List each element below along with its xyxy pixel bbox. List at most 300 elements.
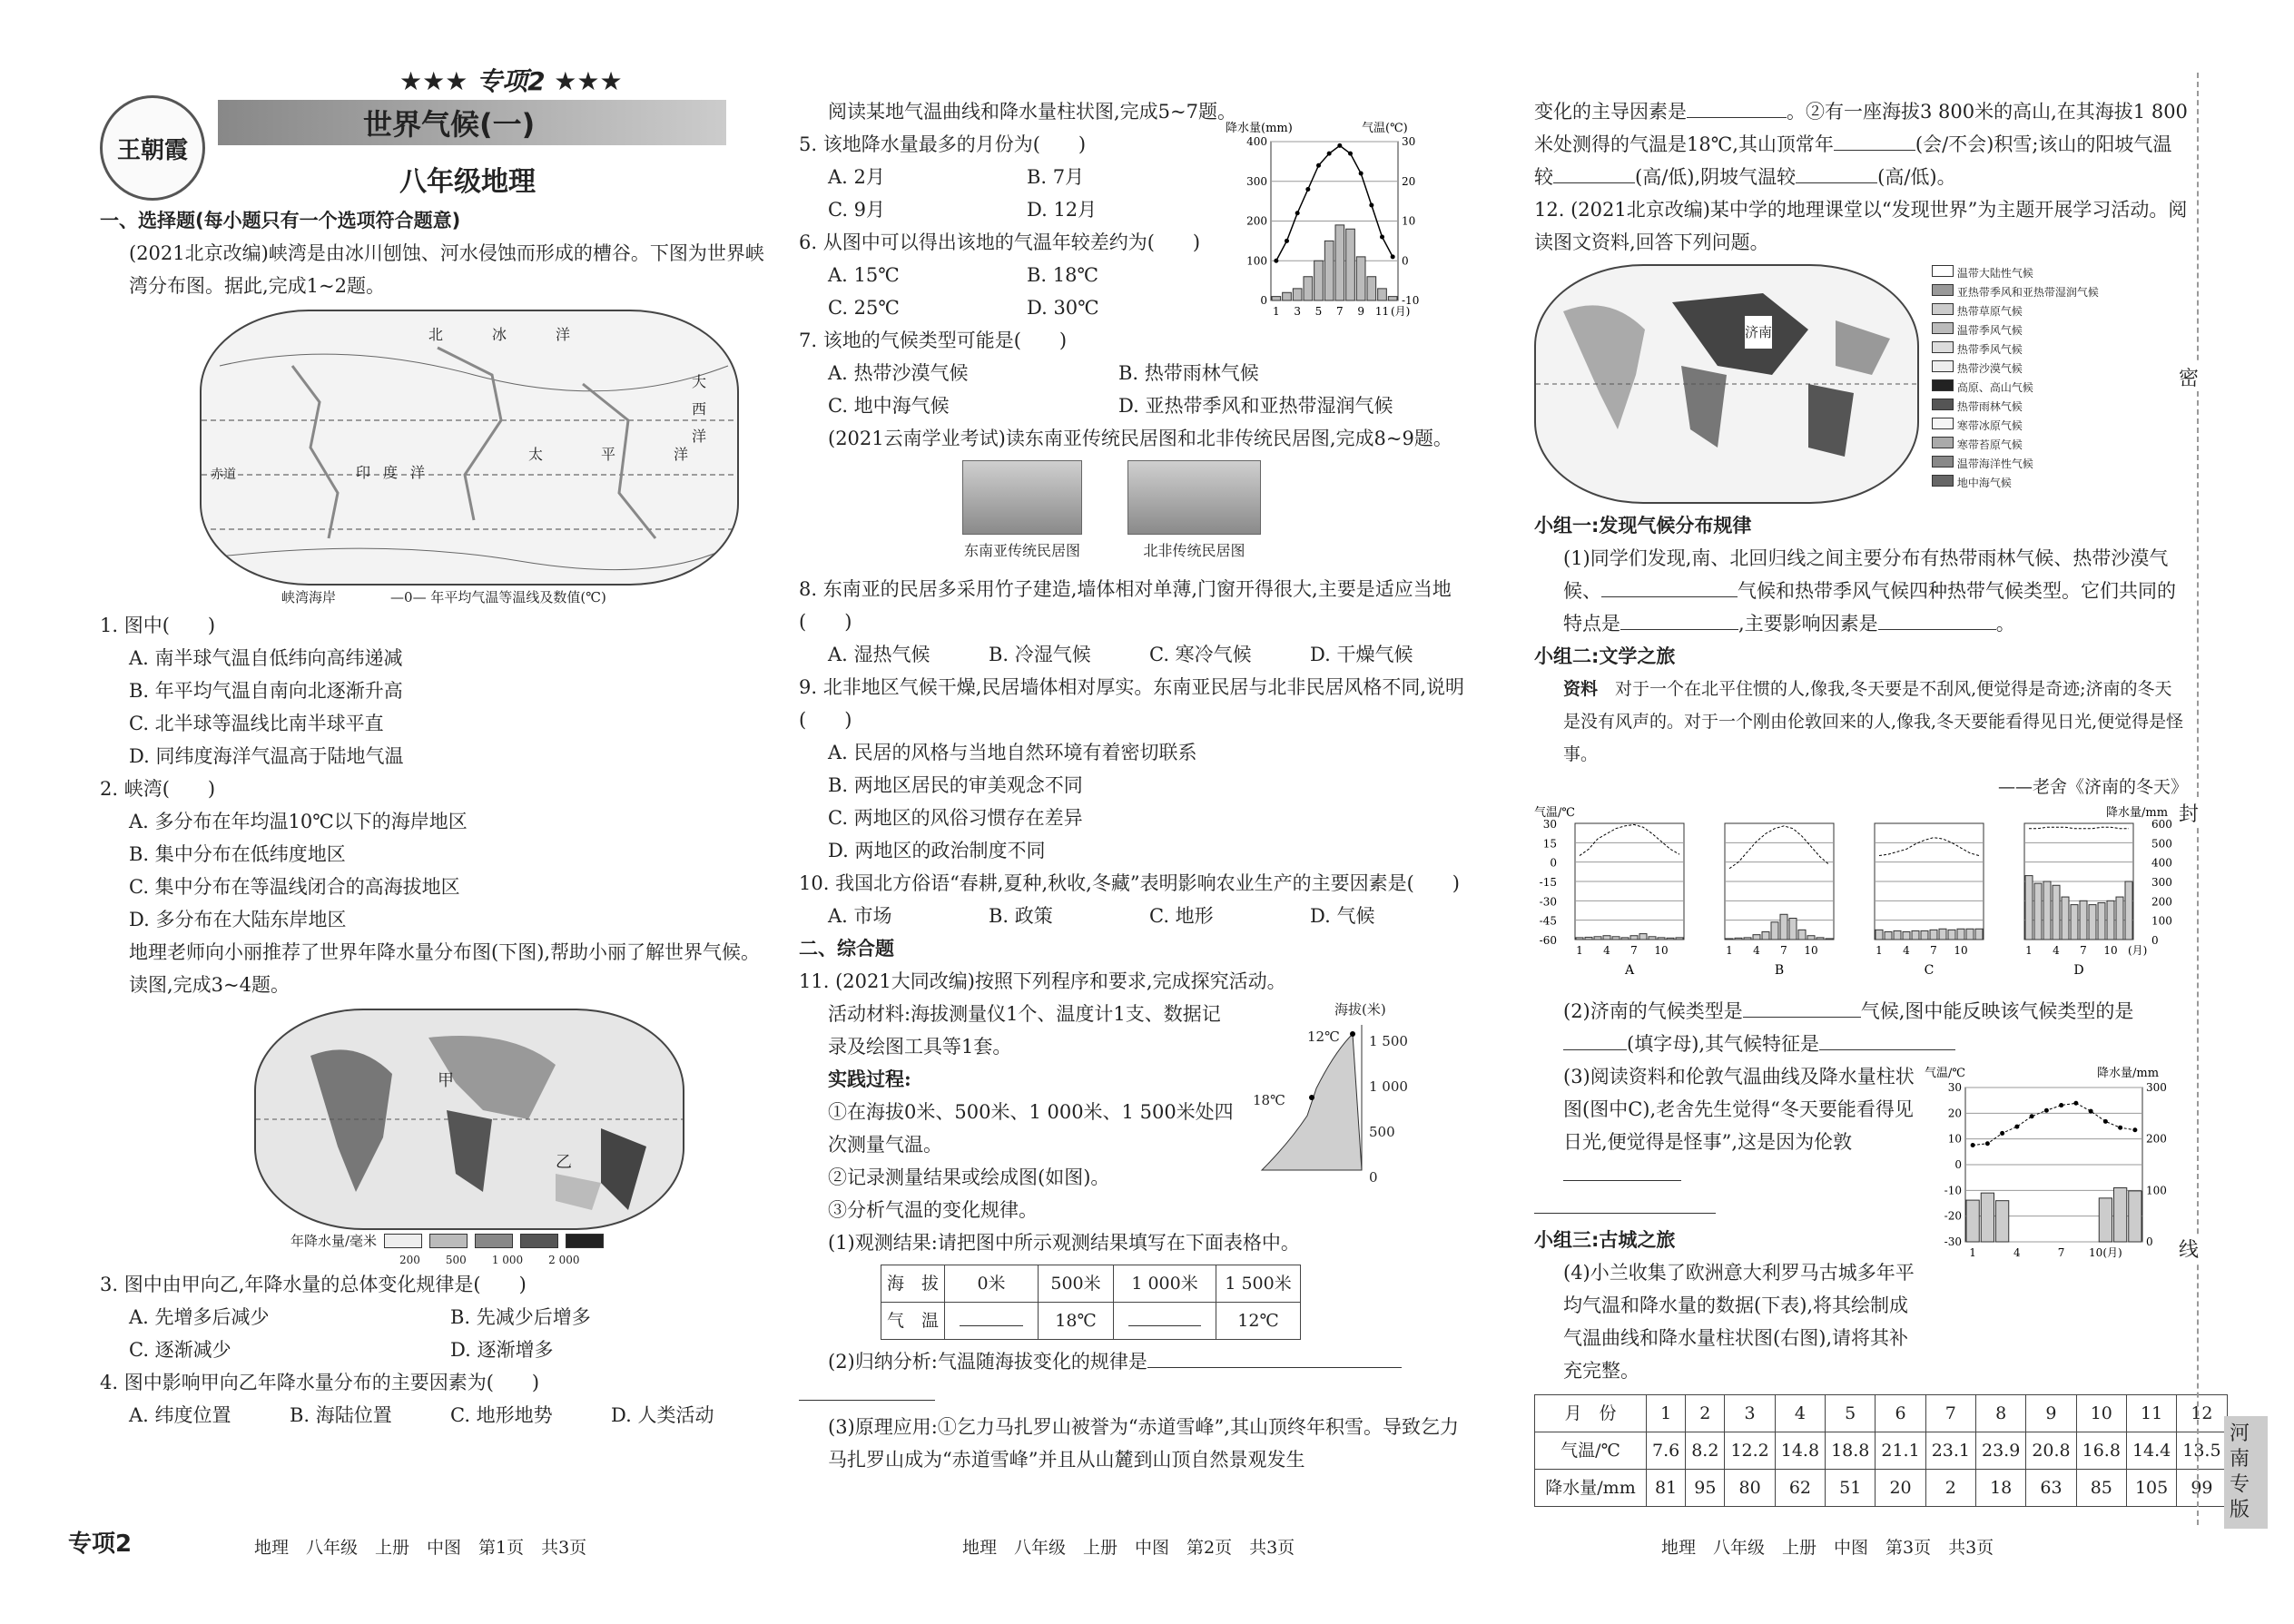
altitude-row: 海 拔 0米 500米 1 000米 1 500米	[881, 1265, 1301, 1303]
month-row	[1535, 1395, 2228, 1432]
x-tick: 4	[1603, 944, 1610, 957]
temperature-cell: 18.8	[1826, 1432, 1876, 1470]
month-cell: 8	[1976, 1395, 2026, 1432]
chart-name: C	[1924, 963, 1935, 978]
precip-bar	[1735, 938, 1742, 940]
page-subtitle: 八年级地理	[399, 166, 536, 198]
four-climate-charts	[1534, 803, 2188, 985]
precipitation-cell: 20	[1876, 1470, 1925, 1507]
legend-item: 寒带苔原气候	[1932, 436, 2099, 455]
temp-point	[1348, 152, 1353, 156]
temp-point	[2014, 1125, 2019, 1129]
x-tick: 7	[1930, 944, 1937, 957]
temp-1000m-blank[interactable]	[1114, 1303, 1216, 1340]
precip-bar	[2099, 1198, 2112, 1242]
temp-tick: 20	[1947, 1107, 1962, 1120]
q1-option-b[interactable]: B. 年平均气温自南向北逐渐升高	[129, 680, 403, 702]
temp-0m-blank[interactable]	[945, 1303, 1039, 1340]
month-cell: 7	[1925, 1395, 1975, 1432]
precip-tick: 300	[2146, 1081, 2167, 1094]
climate-legend	[1932, 264, 2099, 504]
footer-page-3: 地理 八年级 上册 中图 第3页 共3页	[1661, 1538, 1994, 1558]
precip-bar	[1981, 1193, 1994, 1242]
intro-8-9: (2021云南学业考试)读东南亚传统民居图和北非传统民居图,完成8~9题。	[828, 428, 1452, 449]
precip-bar	[2080, 901, 2087, 940]
na-house-photo	[1127, 460, 1261, 535]
month-cell: 5	[1826, 1395, 1876, 1432]
blank-london[interactable]	[1563, 1180, 1681, 1181]
intro-1: (2021北京改编)峡湾是由冰川刨蚀、河水侵蚀而形成的槽谷。下图为世界峡湾分布图。据此,完成1~2题。	[129, 242, 764, 297]
na-house-caption: 北非传统民居图	[1143, 542, 1245, 559]
q11-step-3: ③分析气温的变化规律。	[828, 1199, 1038, 1221]
precip-bar	[1771, 922, 1778, 940]
intro-5-7: 阅读某地气温曲线和降水量柱状图,完成5~7题。	[828, 101, 1236, 123]
precip-tick: 300	[1246, 174, 1267, 188]
section-title: 一、选择题(每小题只有一个选项符合题意)	[100, 210, 461, 231]
q8-option-a[interactable]: A. 湿热气候	[828, 644, 930, 665]
precip-bar	[1885, 931, 1892, 940]
q11-part2-blank2[interactable]	[799, 1378, 1471, 1411]
precip-legend: 年降水量/毫米	[100, 1230, 772, 1252]
precip-tick: 200	[2151, 895, 2172, 909]
precipitation-cell: 105	[2126, 1470, 2176, 1507]
precipitation-cell: 2	[1925, 1470, 1975, 1507]
q1-stem: 1. 图中( )	[100, 615, 216, 636]
legend-item: 亚热带季风和亚热带湿润气候	[1932, 283, 2099, 302]
q11-material: 活动材料:海拔测量仪1个、温度计1支、数据记录及绘图工具等1套。	[828, 1003, 1221, 1058]
temp-point	[1305, 187, 1310, 192]
temperature-cell: 14.8	[1775, 1432, 1825, 1470]
q9-option-c[interactable]: C. 两地区的风俗习惯存在差异	[828, 807, 1083, 829]
x-tick: 7	[2057, 1246, 2065, 1259]
month-cell: 10	[2076, 1395, 2126, 1432]
x-tick: 10(月)	[2089, 1246, 2122, 1259]
precip-bar	[1921, 930, 1928, 940]
temp-point	[2103, 1119, 2108, 1124]
precip-bar	[1780, 914, 1787, 940]
q6-option-b[interactable]: B. 18℃	[1027, 264, 1098, 286]
world-fjord-map	[200, 310, 739, 586]
column-2	[799, 95, 1471, 1476]
precip-tick: 600	[2151, 818, 2172, 831]
q11-part3-cont: 变化的主导因素是 。②有一座海拔3 800米的高山,在其海拔1 800米处测得的气温是18℃,其山顶常年 (会/不会)积雪;该山的阳坡气温较 (高/低),阴坡气温较 (高/低)。	[1534, 101, 2188, 188]
map1-label-arctic-2: 冰	[492, 326, 507, 343]
legend-item: 地中海气候	[1932, 474, 2099, 493]
precip-bar	[1726, 939, 1733, 940]
rome-block	[1534, 1060, 2188, 1387]
q5-option-a[interactable]: A. 2月	[828, 166, 885, 188]
q4-option-b[interactable]: B. 海陆位置	[290, 1404, 392, 1426]
legend-item: 寒带冰原气候	[1932, 417, 2099, 436]
altitude-table	[881, 1265, 1301, 1340]
precip-tick: 100	[1246, 254, 1267, 268]
temp-point	[1359, 172, 1364, 176]
precipitation-label: 降水量/mm	[1535, 1470, 1647, 1507]
precip-bar	[1314, 261, 1324, 300]
precip-bar	[2114, 1188, 2127, 1243]
blank-snow[interactable]	[1834, 150, 1915, 151]
precipitation-cell: 18	[1976, 1470, 2026, 1507]
precip-bar	[2116, 897, 2123, 940]
precipitation-map	[254, 1009, 684, 1230]
precip-bar	[1744, 938, 1751, 940]
month-label: 月 份	[1535, 1395, 1647, 1432]
x-tick: 1	[1876, 944, 1883, 957]
mountain-tick-500: 500	[1369, 1124, 1395, 1140]
legend-item: 热带沙漠气候	[1932, 359, 2099, 379]
month-cell: 6	[1876, 1395, 1925, 1432]
q5-option-c[interactable]: C. 9月	[828, 199, 886, 221]
q2-option-b[interactable]: B. 集中分布在低纬度地区	[129, 843, 346, 865]
x-tick: 11	[1374, 305, 1390, 318]
precip-tick: 300	[2151, 876, 2172, 889]
x-tick: 7	[2080, 944, 2087, 957]
precip-bar	[2053, 885, 2060, 940]
mountain-tick-0: 0	[1369, 1169, 1378, 1186]
map1-label-atlantic-3: 洋	[692, 428, 707, 445]
q3-stem: 3. 图中由甲向乙,年降水量的总体变化规律是( )	[100, 1274, 527, 1295]
map1-label-atlantic-2: 西	[692, 400, 707, 418]
footer-page-1: 地理 八年级 上册 中图 第1页 共3页	[254, 1538, 587, 1558]
q7-option-d[interactable]: D. 亚热带季风和亚热带湿润气候	[1118, 395, 1393, 417]
precipitation-cell: 85	[2076, 1470, 2126, 1507]
precipitation-row	[1535, 1470, 2228, 1507]
temperature-cell: 21.1	[1876, 1432, 1925, 1470]
temp-tick: -45	[1539, 914, 1557, 928]
precip-bar	[1293, 289, 1302, 300]
group-3-title: 小组三:古城之旅	[1534, 1229, 1676, 1251]
temp-tick: 0	[1550, 856, 1557, 870]
q10-option-d[interactable]: D. 气候	[1310, 905, 1375, 927]
temp-tick: 20	[1402, 174, 1416, 188]
blank-sunny-slope[interactable]	[1553, 182, 1635, 183]
axis-label-right: 降水量/mm	[2106, 806, 2169, 820]
temperature-row: 气 温 18℃ 12℃	[881, 1303, 1301, 1340]
temp-point	[1391, 254, 1395, 259]
temp-line	[1276, 145, 1393, 261]
precip-bar	[2071, 905, 2078, 940]
legend-item: 高原、高山气候	[1932, 379, 2099, 398]
jinan-label: 济南	[1745, 316, 1772, 349]
precip-bar	[1283, 292, 1292, 300]
q2-option-c[interactable]: C. 集中分布在等温线闭合的高海拔地区	[129, 876, 460, 898]
temperature-cell: 16.8	[2076, 1432, 2126, 1470]
precip-bar	[1912, 930, 1919, 940]
precip-bar	[2034, 883, 2042, 940]
precip-tick: 100	[2146, 1184, 2167, 1197]
q6-option-c[interactable]: C. 25℃	[828, 297, 900, 319]
map1-label-atlantic: 大	[692, 373, 707, 390]
temp-point	[2030, 1114, 2034, 1118]
q11-part2: (2)归纳分析:气温随海拔变化的规律是	[799, 1345, 1471, 1378]
temperature-cell: 23.1	[1925, 1432, 1975, 1470]
blank-tropical-type[interactable]	[1601, 596, 1738, 597]
q11-part1: (1)观测结果:请把图中所示观测结果填写在下面表格中。	[828, 1232, 1300, 1254]
blank-climate-feature[interactable]	[1819, 1049, 1955, 1050]
blank-dominant-factor[interactable]	[1687, 117, 1787, 118]
precip-bar	[2098, 902, 2105, 940]
precip-tick: 400	[1246, 135, 1267, 148]
temp-point	[1285, 239, 1289, 243]
x-tick: 3	[1294, 305, 1301, 318]
q3-option-a[interactable]: A. 先增多后减少	[129, 1306, 270, 1328]
precip-bar	[1789, 919, 1797, 940]
temp-point	[1295, 211, 1300, 215]
temp-point	[2132, 1127, 2137, 1132]
legend-item: 温带季风气候	[1932, 321, 2099, 340]
logo	[100, 95, 205, 201]
precip-bar	[1975, 929, 1983, 940]
q7-option-c[interactable]: C. 地中海气候	[828, 395, 950, 417]
q10-stem: 10. 我国北方俗语“春耕,夏种,秋收,冬藏”表明影响农业生产的主要因素是( )	[799, 872, 1460, 894]
precip-bar	[1367, 277, 1376, 300]
precip-bar	[2129, 1191, 2141, 1242]
precip-bar	[1957, 929, 1964, 940]
column-3	[1534, 95, 2221, 1507]
q4-option-a[interactable]: A. 纬度位置	[129, 1404, 231, 1426]
blank-main-factor[interactable]	[1878, 629, 1996, 630]
q4-option-c[interactable]: C. 地形地势	[450, 1404, 553, 1426]
temp-point	[1380, 235, 1384, 240]
mountain-mid-temp: 18℃	[1253, 1092, 1285, 1108]
temp-tick: 0	[1954, 1158, 1962, 1171]
seal-mark-2: 封	[2179, 799, 2199, 827]
q2-option-d[interactable]: D. 多分布在大陆东岸地区	[129, 909, 347, 930]
temperature-row	[1535, 1432, 2228, 1470]
group-2-q3: (3)阅读资料和伦敦气温曲线及降水量柱状图(图中C),老舍先生觉得“冬天要能看得见日光,便觉得是怪事”,这是因为伦敦	[1534, 1060, 1925, 1191]
world-climate-map	[1534, 264, 1919, 504]
precip-bar	[1903, 931, 1910, 940]
q1-option-a[interactable]: A. 南半球气温自低纬向高纬递减	[129, 647, 403, 669]
axis-label-left: 降水量(mm)	[1226, 122, 1293, 135]
blank-jinan-climate[interactable]	[1743, 1017, 1861, 1018]
precipitation-cell: 51	[1826, 1470, 1876, 1507]
q9-option-a[interactable]: A. 民居的风格与当地自然环境有着密切联系	[828, 742, 1197, 763]
precip-bar	[2025, 876, 2033, 940]
rome-climate-chart	[1925, 1060, 2188, 1269]
precip-bar	[1388, 297, 1397, 300]
precip-bar	[1930, 930, 1937, 940]
precip-bar	[2043, 881, 2051, 940]
x-tick: 10	[2103, 944, 2118, 957]
x-tick: 4	[2013, 1246, 2021, 1259]
q6-stem: 6. 从图中可以得出该地的气温年较差约为( )	[799, 231, 1201, 253]
precip-bar	[1335, 225, 1344, 300]
q1-option-d[interactable]: D. 同纬度海洋气温高于陆地气温	[129, 745, 404, 767]
q7-option-a[interactable]: A. 热带沙漠气候	[828, 362, 969, 384]
x-tick: 1	[2025, 944, 2033, 957]
temp-line	[2029, 827, 2129, 828]
precip-tick: 500	[2151, 837, 2172, 851]
precip-bar	[1762, 931, 1769, 940]
seal-mark-1: 密	[2179, 363, 2199, 391]
precip-bar	[1753, 935, 1760, 940]
q3-option-b[interactable]: B. 先减少后增多	[450, 1306, 591, 1328]
q9-option-d[interactable]: D. 两地区的政治制度不同	[828, 840, 1046, 861]
q5-stem: 5. 该地降水量最多的月份为( )	[799, 133, 1087, 155]
legend-item: 热带季风气候	[1932, 340, 2099, 359]
climate-chart	[1226, 119, 1443, 328]
precip-bar	[1304, 277, 1313, 300]
q7-stem: 7. 该地的气候类型可能是( )	[799, 330, 1068, 351]
map1-label-arctic: 北	[428, 326, 444, 343]
axis-label-left: 气温/℃	[1925, 1067, 1965, 1080]
mountain-top-temp: 12℃	[1307, 1029, 1340, 1045]
legend-item: 热带草原气候	[1932, 302, 2099, 321]
x-tick: 1	[1576, 944, 1583, 957]
x-tick: 7	[1630, 944, 1638, 957]
q10-option-c[interactable]: C. 地形	[1149, 905, 1214, 927]
precip-bar	[1356, 257, 1365, 300]
precip-bar	[1816, 938, 1824, 940]
chart-name: A	[1624, 963, 1635, 978]
precip-bar	[1649, 937, 1656, 940]
month-cell: 3	[1725, 1395, 1775, 1432]
group-1-q1: (1)同学们发现,南、北回归线之间主要分布有热带雨林气候、热带沙漠气候、 气候和热带季风气候四种热带气候类型。它们共同的特点是 ,主要影响因素是 。	[1563, 547, 2176, 635]
q6-option-a[interactable]: A. 15℃	[828, 264, 900, 286]
q3-option-d[interactable]: D. 逐渐增多	[450, 1339, 554, 1361]
q9-stem: 9. 北非地区气候干燥,民居墙体相对厚实。东南亚民居与北非民居风格不同,说明( )	[799, 676, 1465, 731]
temperature-cell: 13.5	[2177, 1432, 2227, 1470]
precip-tick: 0	[1260, 294, 1267, 307]
axis-label-right: 降水量/mm	[2097, 1067, 2160, 1080]
x-tick: 4	[2053, 944, 2060, 957]
temperature-cell: 14.4	[2126, 1432, 2176, 1470]
q8-option-c[interactable]: C. 寒冷气候	[1149, 644, 1252, 665]
precip-bar	[1612, 937, 1620, 940]
q4-stem: 4. 图中影响甲向乙年降水量分布的主要因素为( )	[100, 1372, 540, 1393]
sea-house-photo	[962, 460, 1082, 535]
blank-shady-slope[interactable]	[1796, 182, 1877, 183]
temp-point	[1316, 163, 1321, 168]
temp-point	[1327, 152, 1332, 156]
x-unit: (月)	[2128, 944, 2148, 957]
mountain-tick-1000: 1 000	[1369, 1078, 1408, 1095]
temp-point	[2089, 1109, 2093, 1114]
precip-bar	[1876, 930, 1883, 940]
section-2-title: 二、综合题	[799, 938, 894, 960]
precip-bar	[1966, 1200, 1979, 1242]
month-cell: 1	[1647, 1395, 1686, 1432]
precip-bar	[2089, 905, 2096, 940]
precip-bar	[1272, 297, 1281, 300]
precip-bar	[1966, 929, 1974, 940]
blank-common-feature[interactable]	[1620, 629, 1738, 630]
temp-tick: 30	[1542, 818, 1557, 831]
precip-bar	[1826, 939, 1833, 940]
month-cell: 12	[2177, 1395, 2227, 1432]
edition-badge: 河南专版	[2224, 1416, 2268, 1529]
precip-bar	[1378, 289, 1387, 300]
precip-legend-ticks: 200 500 1 000 2 000	[399, 1254, 580, 1266]
q8-option-b[interactable]: B. 冷湿气候	[989, 644, 1091, 665]
rome-data-table	[1534, 1394, 2228, 1507]
blank-letter[interactable]	[1563, 1049, 1627, 1050]
temp-tick: -60	[1539, 934, 1557, 947]
legend-item: 温带大陆性气候	[1932, 264, 2099, 283]
q7-option-b[interactable]: B. 热带雨林气候	[1118, 362, 1259, 384]
temp-point	[1274, 259, 1278, 263]
precip-bar	[1603, 936, 1610, 940]
precipitation-cell: 63	[2026, 1470, 2076, 1507]
reading-source: ——老舍《济南的冬天》	[1997, 777, 2188, 797]
precip-label-yi: 乙	[556, 1153, 572, 1172]
q9-option-b[interactable]: B. 两地区居民的审美观念不同	[828, 774, 1083, 796]
q10-option-b[interactable]: B. 政策	[989, 905, 1053, 927]
q1-option-c[interactable]: C. 北半球等温线比南半球平直	[129, 713, 384, 734]
temp-tick: -10	[1402, 294, 1420, 307]
q2-option-a[interactable]: A. 多分布在年均温10℃以下的海岸地区	[129, 811, 468, 832]
temp-point	[2059, 1103, 2063, 1107]
group-2-title: 小组二:文学之旅	[1534, 645, 1676, 667]
precip-bar	[2062, 897, 2069, 940]
column-1	[100, 204, 772, 1432]
map1-label-arctic-3: 洋	[556, 326, 571, 343]
precip-tick: 100	[2151, 914, 2172, 928]
q8-option-d[interactable]: D. 干燥气候	[1310, 644, 1413, 665]
mountain-axis-label: 海拔(米)	[1334, 1001, 1386, 1018]
precip-bar	[1676, 938, 1683, 940]
temp-tick: -15	[1539, 876, 1557, 889]
precip-tick: 200	[1246, 214, 1267, 228]
precip-bar	[1346, 229, 1355, 300]
precip-bar	[1798, 930, 1806, 940]
q11-part3: (3)原理应用:①乞力马扎罗山被誉为“赤道雪峰”,其山顶终年积雪。导致乞力马扎罗山成为“赤道雪峰”并且从山麓到山顶自然景观发生	[828, 1416, 1459, 1471]
x-tick: 5	[1314, 305, 1323, 318]
x-tick: 10	[1954, 944, 1968, 957]
x-tick: 1	[1726, 944, 1733, 957]
q5-option-d[interactable]: D. 12月	[1027, 199, 1098, 221]
temp-point	[1369, 203, 1373, 208]
temp-point	[2118, 1126, 2122, 1130]
q11-part2-blank[interactable]	[1147, 1367, 1402, 1368]
map1-label-equator: 赤道	[211, 468, 236, 482]
precip-bar	[1894, 930, 1901, 940]
q6-option-d[interactable]: D. 30℃	[1027, 297, 1099, 319]
x-tick: 7	[1780, 944, 1787, 957]
x-unit: (月)	[1391, 305, 1411, 318]
precip-bar	[1324, 241, 1334, 300]
x-tick: 4	[1903, 944, 1910, 957]
precip-tick: 400	[2151, 856, 2172, 870]
q8-stem: 8. 东南亚的民居多采用竹子建造,墙体相对单薄,门窗开得很大,主要是适应当地( )	[799, 578, 1452, 633]
precip-bar	[2125, 881, 2132, 940]
precip-bar	[1996, 1201, 2009, 1242]
q11-stem: 11. (2021大同改编)按照下列程序和要求,完成探究活动。	[799, 970, 1286, 992]
temp-point	[1985, 1141, 1990, 1146]
precip-bar	[1630, 936, 1638, 940]
map1-label-indian: 印	[356, 464, 371, 481]
temperature-cell: 7.6	[1647, 1432, 1686, 1470]
temp-point	[2073, 1101, 2078, 1106]
q10-option-a[interactable]: A. 市场	[828, 905, 892, 927]
group-1-title: 小组一:发现气候分布规律	[1534, 515, 1752, 536]
temperature-cell: 20.8	[2026, 1432, 2076, 1470]
q5-option-b[interactable]: B. 7月	[1027, 166, 1085, 188]
page-title: 世界气候(一)	[363, 107, 536, 142]
blank-london-2[interactable]	[1534, 1191, 1925, 1224]
q4-option-d[interactable]: D. 人类活动	[611, 1404, 714, 1426]
map1-label-pacific-2: 平	[601, 446, 616, 463]
q3-option-c[interactable]: C. 逐渐减少	[129, 1339, 231, 1361]
intro-2: 地理老师向小丽推荐了世界年降水量分布图(下图),帮助小丽了解世界气候。读图,完成3~4题。	[129, 941, 761, 996]
precip-bar	[1594, 937, 1601, 940]
month-cell: 9	[2026, 1395, 2076, 1432]
series-title: ★★★ 专项2 ★★★	[399, 66, 623, 96]
footer-page-2: 地理 八年级 上册 中图 第2页 共3页	[962, 1538, 1295, 1558]
footer-series: 专项2	[68, 1530, 133, 1558]
climate-map-block	[1534, 264, 2188, 504]
